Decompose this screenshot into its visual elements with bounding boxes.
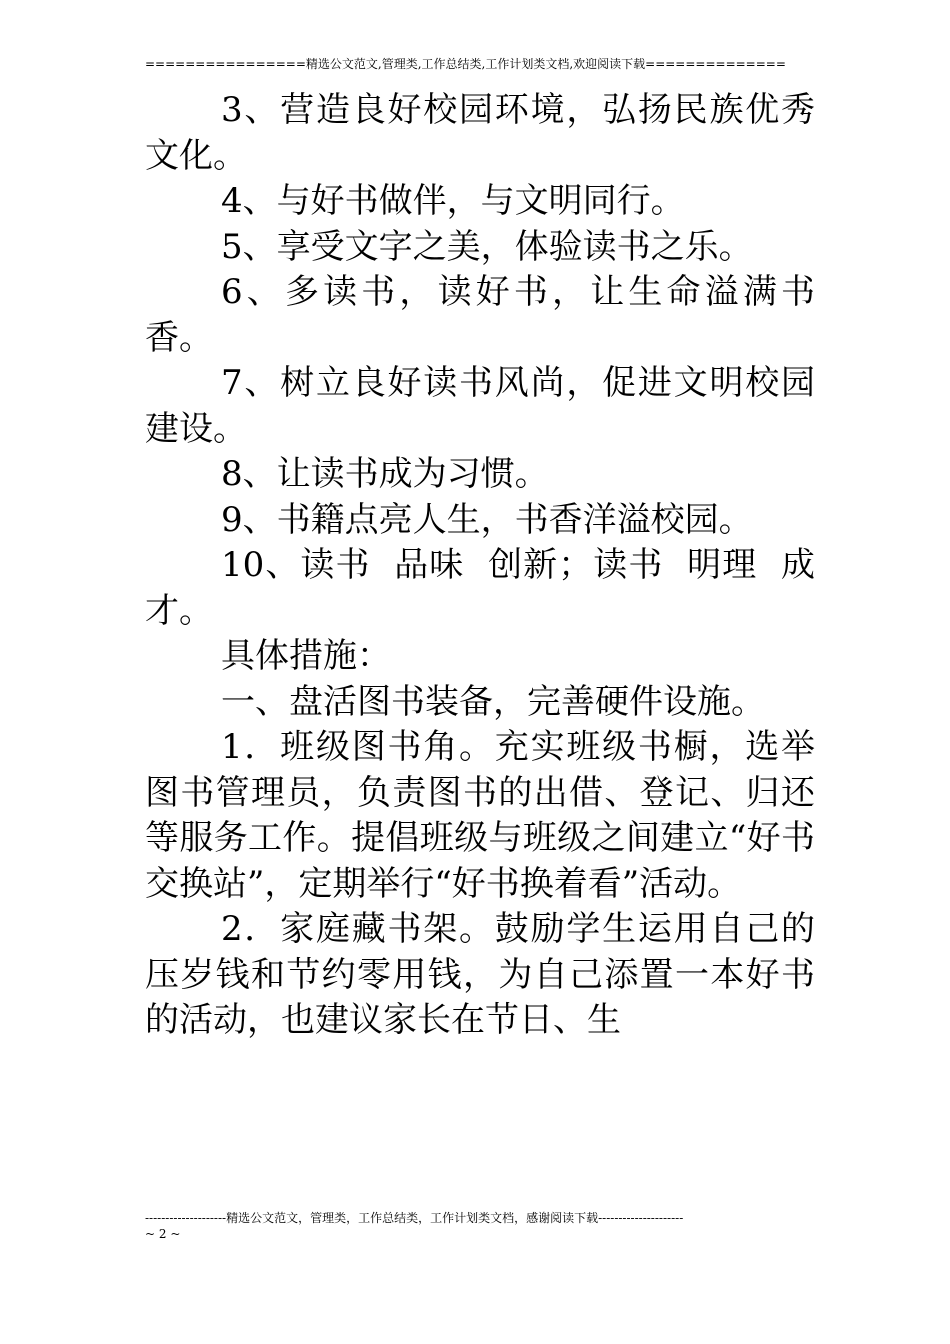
- page-header: ================精选公文范文,管理类,工作总结类,工作计划类文档,欢迎阅读下载==============: [145, 57, 786, 71]
- paragraph-slogan-5: 5、享受文字之美，体验读书之乐。: [221, 226, 753, 267]
- section-heading-one: 一、盘活图书装备，完善硬件设施。: [221, 681, 765, 722]
- page-number: ~ 2 ~: [145, 1227, 181, 1241]
- paragraph-slogan-4: 4、与好书做伴，与文明同行。: [221, 181, 685, 221]
- paragraph-home-bookshelf: 2．家庭藏书架。鼓励学生运用自己的压岁钱和节约零用钱，为自己添置一本好书的活动，也建议家长在节日、生: [145, 909, 815, 1040]
- paragraph-slogan-9: 9、书籍点亮人生，书香洋溢校园。: [221, 499, 753, 540]
- paragraph-slogan-10: 10、读书 品味 创新；读书 明理 成才。: [145, 545, 815, 631]
- document-body: [145, 88, 815, 1044]
- paragraph-slogan-3: 3、营造良好校园环境，弘扬民族优秀文化。: [145, 90, 815, 176]
- paragraph-class-book-corner: 1．班级图书角。充实班级书橱，选举图书管理员，负责图书的出借、登记、归还等服务工作。提倡班级与班级之间建立“好书交换站”，定期举行“好书换着看”活动。: [145, 727, 815, 904]
- page-footer: --------------------精选公文范文，管理类，工作总结类，工作计划类文档，感谢阅读下载---------------------: [145, 1211, 684, 1225]
- paragraph-slogan-6: 6、多读书，读好书，让生命溢满书香。: [145, 272, 815, 358]
- paragraph-slogan-7: 7、树立良好读书风尚，促进文明校园建设。: [145, 363, 815, 449]
- section-heading-measures: 具体措施：: [221, 636, 391, 676]
- paragraph-slogan-8: 8、让读书成为习惯。: [221, 454, 549, 494]
